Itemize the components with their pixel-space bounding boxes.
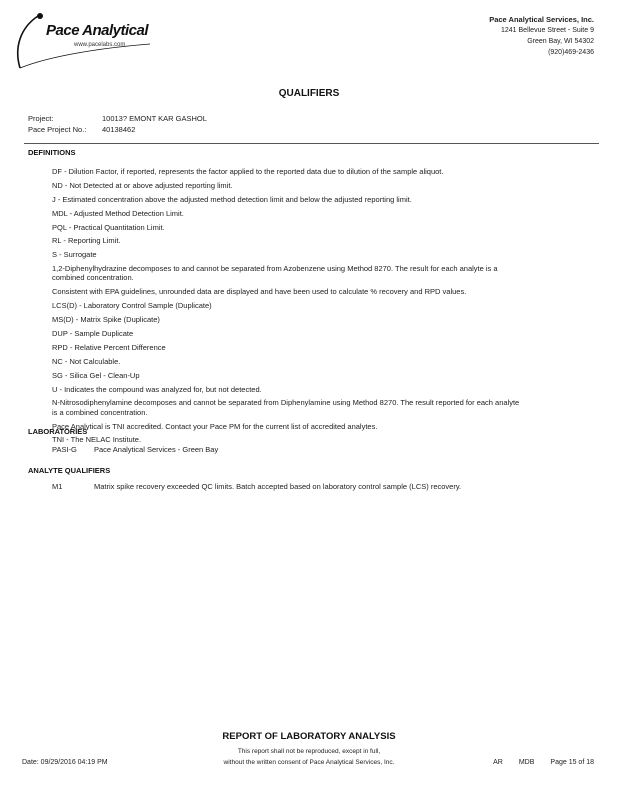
project-value: 10013? EMONT KAR GASHOL <box>102 114 207 123</box>
definitions-heading: DEFINITIONS <box>28 148 76 157</box>
definition-item: ND - Not Detected at or above adjusted reporting limit. <box>52 180 233 190</box>
laboratory-row <box>52 445 218 454</box>
definition-item: LCS(D) - Laboratory Control Sample (Duplicate) <box>52 301 212 311</box>
definition-item: J - Estimated concentration above the adjusted method detection limit and below the adjusted reporting limit. <box>52 194 412 204</box>
definition-item: DF - Dilution Factor, if reported, represents the factor applied to the reported data due to dilution of the sample aliquot. <box>52 167 444 176</box>
project-label: Project: <box>28 114 54 123</box>
footer-code: MDB <box>518 759 535 766</box>
report-date: Date: 09/29/2016 04:19 PM <box>22 759 108 766</box>
definition-item: DUP - Sample Duplicate <box>52 329 134 338</box>
divider <box>24 143 599 144</box>
company-address-line1: 1241 Bellevue Street - Suite 9 <box>500 27 594 34</box>
footer-initials: AR <box>493 759 503 766</box>
page-title: QUALIFIERS <box>278 88 340 99</box>
company-address-line2: Green Bay, WI 54302 <box>527 38 594 45</box>
company-phone: (920)469-2436 <box>548 49 594 56</box>
disclaimer-line2: without the written consent of Pace Analytical Services, Inc. <box>223 758 395 766</box>
footer-meta <box>493 759 594 766</box>
laboratory-name: Pace Analytical Services - Green Bay <box>94 445 219 454</box>
definition-item: S - Surrogate <box>52 250 97 260</box>
qualifier-text: Matrix spike recovery exceeded QC limits. Batch accepted based on laboratory control sample (LCS) recovery. <box>94 482 462 491</box>
definition-item: RPD - Relative Percent Difference <box>52 342 166 352</box>
definition-item: RL - Reporting Limit. <box>52 236 121 246</box>
definition-item: TNI - The NELAC Institute. <box>52 435 142 445</box>
project-number-label: Pace Project No.: <box>28 124 87 134</box>
definition-item: U - Indicates the compound was analyzed for, but not detected. <box>52 384 262 394</box>
laboratory-code: PASI-G <box>52 445 77 454</box>
definition-item: PQL - Practical Quantitation Limit. <box>52 222 165 232</box>
definition-item: NC - Not Calculable. <box>52 356 121 366</box>
definition-item: Consistent with EPA guidelines, unrounded data are displayed and have been used to calculate % recovery and RPD values. <box>52 287 467 297</box>
definitions-list <box>52 167 522 449</box>
definition-item: 1,2-Diphenylhydrazine decomposes to and cannot be separated from Azobenzene using Method 8270. The result for each analyte is a combined concentration. <box>52 264 498 283</box>
definition-item: SG - Silica Gel - Clean-Up <box>52 370 140 380</box>
company-address <box>489 14 594 58</box>
logo-url: www.pacelabs.com <box>74 42 126 48</box>
company-name: Pace Analytical Services, Inc. <box>489 15 594 24</box>
definition-item: Pace Analytical is TNI accredited. Contact your Pace PM for the current list of accredited analytes. <box>52 421 378 431</box>
definition-item: MDL - Adjusted Method Detection Limit. <box>52 208 184 218</box>
analyte-qualifiers-heading: ANALYTE QUALIFIERS <box>28 466 111 475</box>
page-number: Page 15 of 18 <box>550 759 594 766</box>
definition-item: MS(D) - Matrix Spike (Duplicate) <box>52 315 160 325</box>
disclaimer-line1: This report shall not be reproduced, except in full, <box>237 748 381 755</box>
qualifier-code: M1 <box>52 482 63 491</box>
logo-text: Pace Analytical <box>46 22 149 39</box>
project-info <box>28 114 207 135</box>
laboratories-heading: LABORATORIES <box>28 427 88 436</box>
analyte-qualifier-row <box>52 482 461 491</box>
definition-item: N-Nitrosodiphenylamine decomposes and cannot be separated from Diphenylamine using Method 8270. The result reported for each analyte is a combined concentration. <box>52 398 520 417</box>
report-title: REPORT OF LABORATORY ANALYSIS <box>222 731 396 742</box>
project-number-value: 40138462 <box>102 124 136 134</box>
